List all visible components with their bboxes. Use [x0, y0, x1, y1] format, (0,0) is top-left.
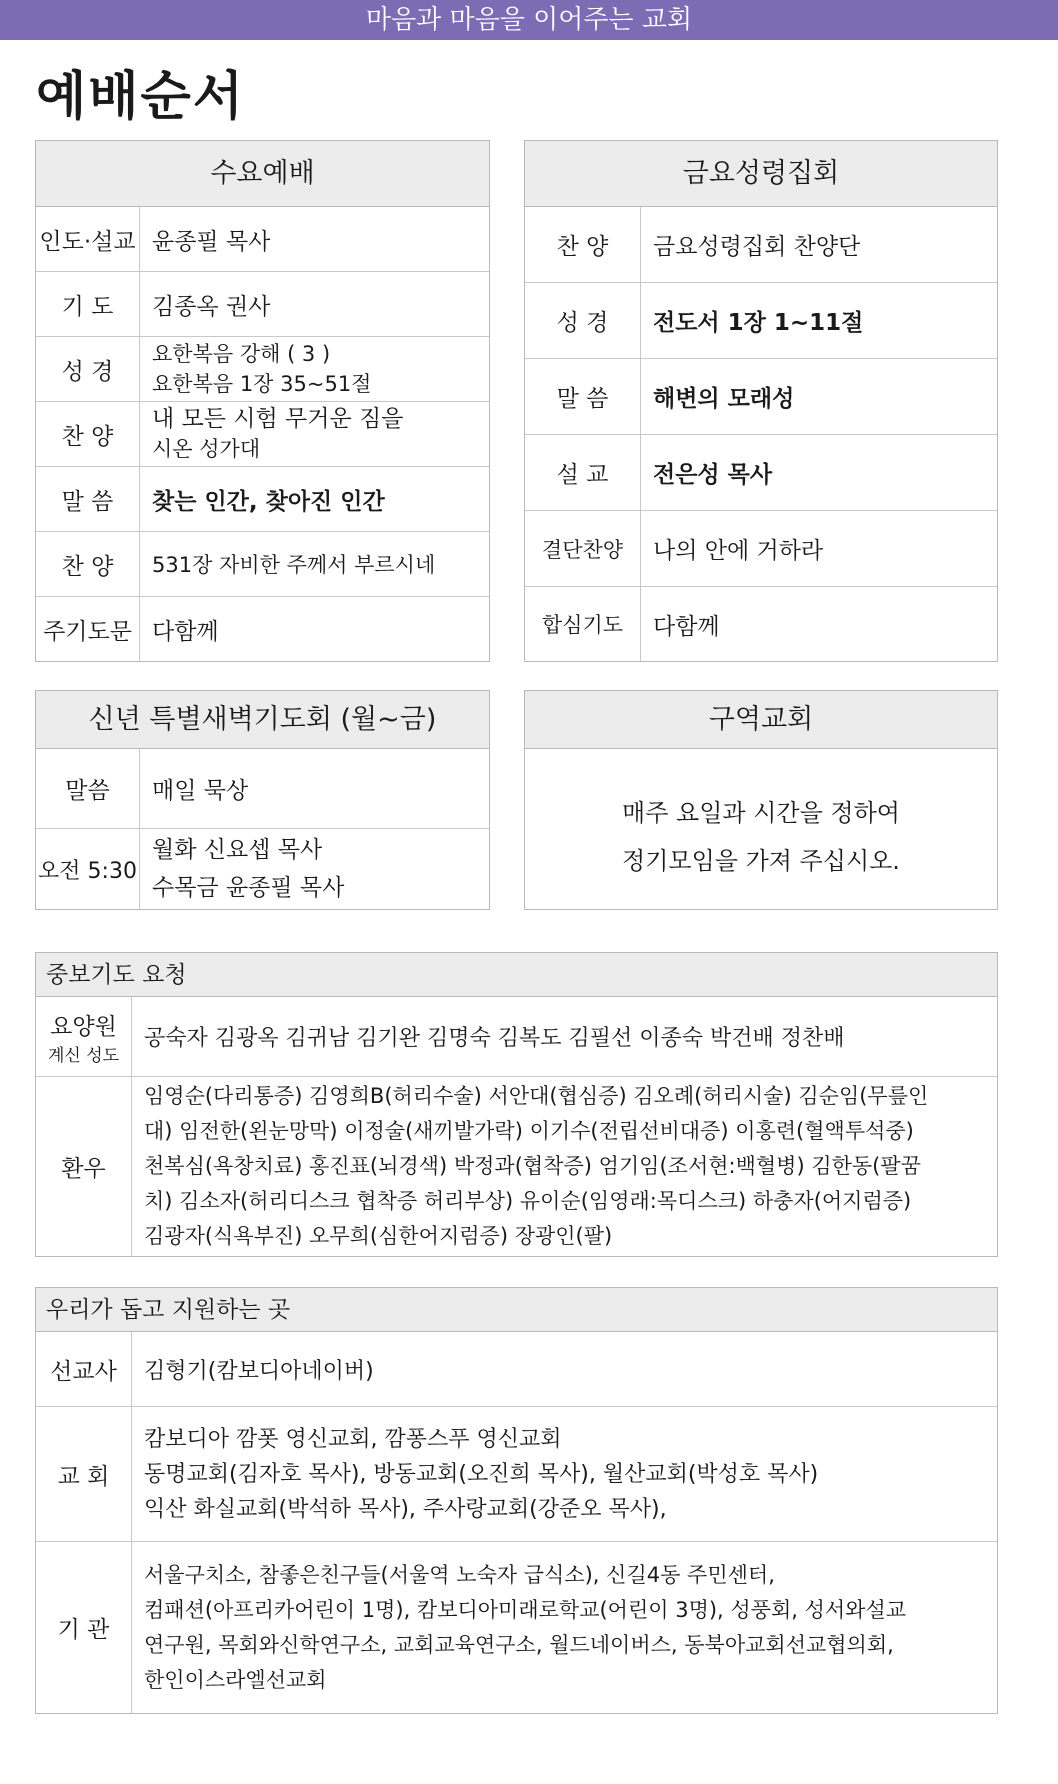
order-label: 결단찬양	[525, 511, 641, 586]
order-value: 다함께	[653, 613, 720, 640]
order-label: 찬 양	[36, 532, 140, 596]
order-label: 말 씀	[36, 467, 140, 531]
order-label: 찬 양	[36, 402, 140, 466]
nursing-home-label-sub: 계신 성도	[47, 1045, 120, 1066]
value-line: 수목금 윤종필 목사	[152, 875, 345, 901]
friday-service-box	[524, 140, 998, 662]
missionary-label: 선교사	[36, 1332, 132, 1406]
order-row	[36, 337, 489, 402]
church-line: 동명교회(김자호 목사), 방동교회(오진희 목사), 월산교회(박성호 목사)	[144, 1461, 819, 1487]
order-row	[36, 829, 489, 909]
order-value	[140, 337, 489, 401]
newyear-prayer-box	[35, 690, 490, 910]
order-row	[36, 749, 489, 829]
churches-row	[36, 1407, 997, 1542]
order-value: 전은성 목사	[653, 462, 773, 488]
value-line: 요한복음 강해 ( 3 )	[152, 342, 331, 366]
order-value: 해변의 모래성	[653, 386, 795, 412]
value-line: 월화 신요셉 목사	[152, 837, 323, 863]
patients-line: 임영순(다리통증) 김영희B(허리수술) 서안대(협심증) 김오례(허리시술) 김순임(무릎인	[144, 1084, 929, 1108]
order-label: 주기도문	[36, 597, 140, 661]
order-row	[525, 511, 997, 587]
order-value: 윤종필 목사	[152, 228, 271, 255]
patients-line: 대) 임전한(왼눈망막) 이정술(새끼발가락) 이기수(전립선비대증) 이홍련(혈액투석중)	[144, 1119, 914, 1143]
missionary-value: 김형기(캄보디아네이버)	[144, 1358, 374, 1384]
patients-line: 김광자(식욕부진) 오무희(심한어지럼증) 장광인(팔)	[144, 1224, 613, 1248]
order-row	[525, 283, 997, 359]
organizations-row	[36, 1542, 997, 1713]
nursing-home-names: 공숙자 김광옥 김귀남 김기완 김명숙 김복도 김필선 이종숙 박건배 정찬배	[144, 1026, 845, 1051]
order-row	[36, 402, 489, 467]
order-row	[36, 207, 489, 272]
church-line: 익산 화실교회(박석하 목사), 주사랑교회(강준오 목사),	[144, 1496, 667, 1522]
page-title: 예배순서	[36, 66, 245, 127]
order-value: 나의 안에 거하라	[653, 538, 824, 564]
support-box	[35, 1287, 998, 1714]
churches-label: 교 회	[36, 1407, 132, 1541]
order-label: 말씀	[36, 749, 140, 828]
patients-line: 천복심(욕창치료) 홍진표(뇌경색) 박정과(협착증) 엄기임(조서현:백혈병) 김한동(팔꿈	[144, 1154, 921, 1178]
value-line: 시온 성가대	[152, 437, 261, 461]
order-row	[525, 207, 997, 283]
intercessory-prayer-box	[35, 952, 998, 1257]
patients-list	[132, 1077, 997, 1256]
friday-service-title: 금요성령집회	[525, 141, 997, 207]
value-line: 내 모든 시험 무거운 짐을	[152, 406, 404, 432]
order-row	[525, 587, 997, 661]
wednesday-service-box	[35, 140, 490, 662]
organization-line: 한인이스라엘선교회	[144, 1667, 327, 1692]
organization-line: 연구원, 목회와신학연구소, 교회교육연구소, 월드네이버스, 동북아교회선교협의회,	[144, 1632, 894, 1657]
notice-line: 정기모임을 가져 주십시오.	[622, 847, 900, 875]
district-church-notice	[525, 749, 997, 885]
order-value: 531장 자비한 주께서 부르시네	[152, 553, 436, 577]
order-row	[36, 532, 489, 597]
organizations-label: 기 관	[36, 1542, 132, 1713]
nursing-home-label-main: 요양원	[50, 1013, 117, 1040]
order-label: 오전 5:30	[36, 829, 140, 909]
missionary-row	[36, 1332, 997, 1407]
order-value: 매일 묵상	[152, 778, 249, 804]
wednesday-service-title: 수요예배	[36, 141, 489, 207]
patients-label: 환우	[36, 1077, 132, 1256]
order-value: 전도서 1장 1~11절	[653, 310, 864, 336]
order-label: 성 경	[36, 337, 140, 401]
order-value: 김종옥 권사	[152, 293, 271, 320]
order-label: 설 교	[525, 435, 641, 510]
order-row	[36, 467, 489, 532]
order-label: 인도·설교	[36, 207, 140, 271]
order-row	[525, 435, 997, 511]
church-line: 캄보디아 깜폿 영신교회, 깜퐁스푸 영신교회	[144, 1426, 562, 1452]
order-label: 성 경	[525, 283, 641, 358]
nursing-home-row	[36, 997, 997, 1077]
district-church-title: 구역교회	[525, 691, 997, 749]
order-row	[36, 597, 489, 661]
district-church-box	[524, 690, 998, 910]
newyear-prayer-title: 신년 특별새벽기도회 (월~금)	[36, 691, 489, 749]
organizations-list	[132, 1542, 997, 1713]
intercessory-prayer-title: 중보기도 요청	[36, 953, 997, 997]
organization-line: 컴패션(아프리카어린이 1명), 캄보디아미래로학교(어린이 3명), 성풍회, 성서와설교	[144, 1597, 907, 1622]
notice-line: 매주 요일과 시간을 정하여	[622, 799, 900, 827]
churches-list	[132, 1407, 997, 1541]
patients-line: 치) 김소자(허리디스크 협착증 허리부상) 유이순(임영래:목디스크) 하충자(어지럼증)	[144, 1189, 912, 1213]
value-line: 요한복음 1장 35~51절	[152, 372, 372, 396]
order-label: 기 도	[36, 272, 140, 336]
order-value	[140, 402, 489, 466]
order-value: 찾는 인간, 찾아진 인간	[152, 488, 385, 515]
top-banner: 마음과 마음을 이어주는 교회	[0, 0, 1058, 40]
support-title: 우리가 돕고 지원하는 곳	[36, 1288, 997, 1332]
nursing-home-label	[36, 997, 132, 1076]
order-value: 다함께	[152, 618, 219, 645]
order-label: 찬 양	[525, 207, 641, 282]
organization-line: 서울구치소, 참좋은친구들(서울역 노숙자 급식소), 신길4동 주민센터,	[144, 1562, 775, 1587]
order-row	[36, 272, 489, 337]
order-label: 합심기도	[525, 587, 641, 661]
order-value	[140, 829, 489, 909]
order-label: 말 씀	[525, 359, 641, 434]
order-value: 금요성령집회 찬양단	[653, 234, 861, 260]
order-row	[525, 359, 997, 435]
patients-row	[36, 1077, 997, 1256]
